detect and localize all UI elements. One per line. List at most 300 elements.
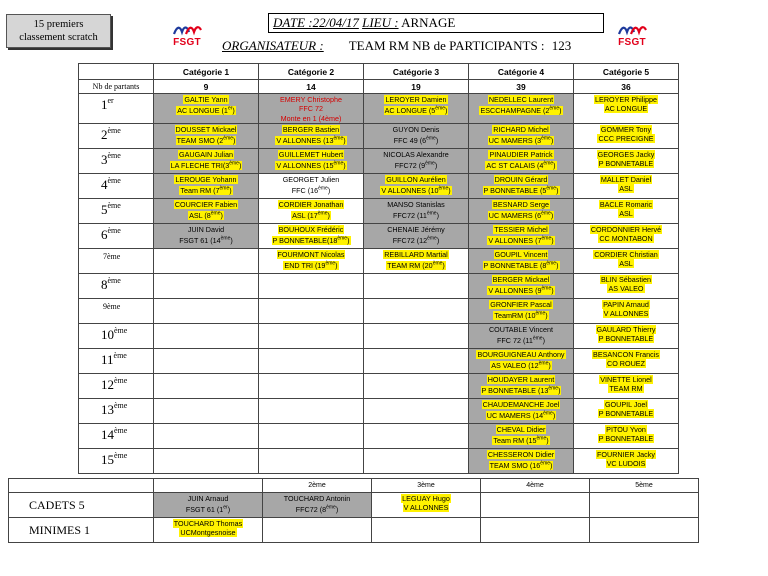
scratch-rank-suffix: ème (438, 185, 449, 192)
youth-results-table (8, 478, 699, 543)
paren-close: ) (238, 160, 242, 170)
rank-number: 9ème (103, 301, 121, 311)
rider-entry (364, 249, 468, 270)
rider-entry (154, 94, 258, 115)
rider-club (179, 236, 233, 245)
rank-cell (79, 448, 154, 473)
rider-entry (469, 199, 573, 220)
table-row (79, 398, 679, 423)
rider-entry (469, 149, 573, 170)
table-row (79, 223, 679, 248)
result-cell (574, 423, 679, 448)
rider-name: HOUDAYER Laurent (487, 374, 555, 384)
rider-entry (574, 249, 678, 269)
club-name: Team RM (7 (180, 185, 220, 195)
partants-count: 14 (259, 80, 364, 94)
rider-entry (154, 518, 262, 538)
club-name: V ALLONNES (9 (488, 285, 542, 295)
scratch-rank-suffix: ème (541, 285, 552, 292)
rider-club (292, 186, 331, 195)
rider-entry (574, 224, 678, 244)
rider-entry (469, 94, 573, 115)
table-row (79, 348, 679, 373)
result-cell (154, 398, 259, 423)
club-name: FFC 49 (6 (393, 135, 427, 145)
rider-club (481, 386, 562, 395)
paren-close: ) (435, 135, 439, 145)
result-cell (469, 148, 574, 173)
result-cell (574, 373, 679, 398)
rider-club (384, 106, 449, 115)
result-cell (364, 323, 469, 348)
scratch-rank-suffix: er (227, 105, 233, 112)
rank-suffix: ème (113, 350, 127, 360)
rank-suffix: er (107, 96, 114, 105)
scratch-rank-suffix: ème (229, 160, 239, 167)
result-cell (364, 248, 469, 273)
club-name: V ALLONNES (7 (488, 235, 542, 245)
rider-club (176, 106, 236, 115)
club-name: V ALLONNES (403, 503, 449, 513)
category-header: Catégorie 3 (364, 64, 469, 80)
result-cell (154, 248, 259, 273)
rider-name: JUIN Arnaud (187, 494, 229, 503)
rank-number: 1 (101, 97, 108, 112)
scratch-rank-suffix: ème (546, 185, 557, 192)
result-cell (364, 448, 469, 473)
rider-name: JUIN David (187, 224, 225, 234)
partants-count: 36 (574, 80, 679, 94)
rider-entry (364, 224, 468, 245)
rank-suffix: ème (107, 275, 121, 285)
result-cell (469, 223, 574, 248)
rider-club (486, 411, 556, 420)
rider-name: CORDIER Christian (594, 249, 658, 259)
result-cell (574, 273, 679, 298)
rider-name: GUILLON Aurélien (386, 174, 446, 184)
result-cell (574, 94, 679, 124)
rider-entry (259, 174, 363, 195)
logo-text: FSGT (618, 37, 646, 48)
paren-close: ) (548, 360, 551, 370)
fsgt-logo-right (617, 24, 647, 52)
rider-club (488, 136, 554, 145)
rider-club (275, 161, 346, 170)
rank-number: 7ème (103, 251, 121, 261)
rider-name: LEROUGE Yohann (175, 174, 237, 184)
rider-entry (574, 94, 678, 114)
rank-suffix: ème (107, 150, 121, 160)
rider-club (275, 136, 346, 145)
rider-name: RICHARD Michel (493, 124, 549, 134)
scratch-rank-suffix: ème (538, 360, 549, 367)
rider-entry (574, 174, 678, 194)
result-cell (574, 173, 679, 198)
result-cell (259, 398, 364, 423)
result-cell (154, 448, 259, 473)
rider-name: GAUGAIN Julian (179, 149, 233, 159)
rider-club (403, 503, 450, 512)
club-name: END TRI (19 (284, 260, 326, 270)
rider-club (485, 161, 556, 170)
rank-suffix: ème (114, 325, 128, 335)
club-name: AC ST CALAIS (4 (486, 160, 544, 170)
result-cell (154, 123, 259, 148)
rider-name: MALLET Daniel (600, 174, 652, 184)
scratch-rank-suffix: ème (223, 135, 234, 142)
result-cell (364, 423, 469, 448)
scratch-rank-suffix: ème (317, 210, 328, 217)
table-row (79, 248, 679, 273)
rider-club (386, 261, 446, 270)
rider-name: LEGUAY Hugo (402, 494, 450, 503)
result-cell (364, 398, 469, 423)
scratch-rank-suffix: ème (318, 185, 328, 192)
scratch-rank-suffix: ème (541, 210, 551, 217)
club-name: P BONNETABLE (8 (483, 260, 547, 270)
rider-name: CHAUDEMANCHE Joel (482, 399, 560, 409)
club-name: AS VALEO (608, 284, 644, 294)
club-name: P BONNETABLE (598, 334, 654, 344)
rider-entry (372, 493, 480, 513)
table-row (79, 373, 679, 398)
result-cell (364, 94, 469, 124)
result-cell (469, 398, 574, 423)
result-cell (574, 148, 679, 173)
rider-name: CORDIER Jonathan (278, 199, 344, 209)
category-label: CADETS 5 (9, 493, 154, 518)
scratch-rank-suffix: ème (325, 260, 336, 267)
paren-close: ) (327, 185, 331, 195)
rider-entry (469, 374, 573, 395)
paren-close: ) (546, 435, 549, 445)
result-cell (154, 223, 259, 248)
rank-cell (79, 398, 154, 423)
table-row (9, 518, 699, 543)
rider-club (272, 236, 351, 245)
rider-name: GOUPIL Joel (604, 399, 648, 409)
rider-entry (154, 149, 258, 170)
table-row (79, 123, 679, 148)
result-cell (259, 94, 364, 124)
rider-club (489, 461, 554, 470)
rider-name: GRONFIER Pascal (490, 299, 552, 309)
paren-close: ) (559, 105, 562, 115)
club-name: ASL (17 (292, 210, 318, 220)
paren-close: ) (442, 260, 445, 270)
result-cell (259, 248, 364, 273)
scratch-rank-suffix: ème (435, 105, 446, 112)
rider-entry (574, 149, 678, 169)
club-name: FFC72 (12 (392, 235, 428, 245)
place-header-row (9, 479, 699, 493)
rider-name: BOUHOUX Frédéric (278, 224, 344, 234)
result-cell (372, 493, 481, 518)
rider-club (618, 209, 634, 218)
rider-name: BERGER Bastien (282, 124, 340, 134)
table-row (79, 298, 679, 323)
rider-entry (364, 94, 468, 115)
rider-club (186, 505, 230, 514)
result-cell (364, 298, 469, 323)
result-cell (469, 273, 574, 298)
scratch-rank-suffix: ème (540, 460, 551, 467)
date-label: DATE : (273, 15, 313, 30)
result-cell (574, 198, 679, 223)
rider-club (490, 361, 552, 370)
rider-club (487, 286, 554, 295)
rank-cell (79, 123, 154, 148)
result-cell (364, 273, 469, 298)
result-cell (154, 198, 259, 223)
club-name: ASL (8 (189, 210, 211, 220)
logo-text: FSGT (173, 37, 201, 48)
rider-club (479, 106, 562, 115)
rider-club (188, 211, 224, 220)
club-name: UC MAMERS (14 (486, 410, 544, 420)
category-header: Catégorie 1 (154, 64, 259, 80)
rider-club (618, 184, 634, 193)
rider-name: GALTIE Yann (184, 95, 228, 104)
rank-number: 11 (101, 351, 114, 367)
result-cell (469, 448, 574, 473)
paren-close: ) (227, 504, 231, 514)
paren-close: ) (542, 335, 545, 345)
rider-club (606, 459, 647, 468)
rider-name: COUTABLE Vincent (488, 324, 554, 334)
rider-entry (364, 199, 468, 220)
scratch-rank-suffix: ème (541, 135, 551, 142)
paren-close: ) (550, 210, 554, 220)
result-cell (259, 373, 364, 398)
result-cell (469, 248, 574, 273)
result-cell (259, 273, 364, 298)
rider-club (488, 211, 554, 220)
rider-entry (469, 124, 573, 145)
rider-club (618, 259, 634, 268)
rider-entry (259, 124, 363, 145)
result-cell (154, 273, 259, 298)
table-row (79, 198, 679, 223)
result-cell (154, 493, 263, 518)
corner-cell (9, 479, 154, 493)
result-cell (469, 373, 574, 398)
paren-close: ) (551, 285, 554, 295)
scratch-rank-suffix: ème (543, 160, 554, 167)
club-name: P BONNETABLE (13 (481, 385, 549, 395)
scratch-rank-suffix: ème (210, 210, 221, 217)
paren-close: ) (347, 235, 350, 245)
scratch-rank-suffix: ème (432, 260, 443, 267)
table-row (79, 273, 679, 298)
result-cell (259, 198, 364, 223)
rider-name: CHEVAL Didier (496, 424, 546, 434)
table-row (79, 323, 679, 348)
rider-club (598, 234, 653, 243)
result-cell (154, 348, 259, 373)
club-name: P BONNETABLE (5 (483, 185, 547, 195)
rider-name: CHESSERON Didier (487, 449, 555, 459)
scratch-rank-suffix: ème (426, 135, 436, 142)
scratch-rank-suffix: ème (535, 310, 546, 317)
result-cell (364, 373, 469, 398)
fsgt-wave-icon (617, 24, 647, 36)
rank-number: 10 (101, 326, 114, 342)
rider-entry (469, 249, 573, 270)
rank-suffix: ème (114, 450, 128, 460)
result-cell (263, 518, 372, 543)
rank-cell (79, 348, 154, 373)
result-cell (154, 298, 259, 323)
result-cell (259, 123, 364, 148)
result-cell (469, 173, 574, 198)
results-table (78, 63, 679, 474)
rider-club (497, 336, 545, 345)
club-name: TeamRM (10 (494, 310, 536, 320)
result-cell (372, 518, 481, 543)
result-cell (574, 323, 679, 348)
result-cell (469, 348, 574, 373)
scratch-rank-suffix: ème (549, 105, 560, 112)
scratch-rank-suffix: ème (326, 504, 336, 511)
rider-name: BERGER Mickael (492, 274, 550, 284)
club-name: ASL (619, 259, 633, 269)
rider-club (608, 384, 643, 393)
paren-close: ) (558, 385, 561, 395)
lieu-label: LIEU : (362, 15, 399, 30)
rider-entry (574, 299, 678, 319)
paren-close: ) (327, 210, 330, 220)
rider-club (483, 186, 560, 195)
result-cell (481, 518, 590, 543)
paren-close: ) (445, 105, 448, 115)
club-name: TEAM RM (609, 384, 643, 394)
rider-club (598, 334, 654, 343)
result-cell (154, 148, 259, 173)
club-name: CC MONTABON (599, 234, 653, 244)
club-name: FFC72 (11 (393, 210, 427, 220)
scratch-rank-suffix: er (223, 504, 228, 511)
rider-club (395, 161, 438, 170)
rank-cell (79, 298, 154, 323)
rider-entry (469, 174, 573, 195)
rider-entry (469, 324, 573, 345)
result-cell (364, 123, 469, 148)
category-header: Catégorie 4 (469, 64, 574, 80)
result-cell (154, 373, 259, 398)
rider-entry (469, 449, 573, 470)
rank-number: 13 (101, 401, 114, 417)
result-cell (574, 298, 679, 323)
rider-name: BESNARD Serge (493, 199, 549, 209)
club-name: VC LUDOIS (606, 459, 646, 469)
rider-entry (154, 174, 258, 195)
result-cell (259, 448, 364, 473)
rider-entry (574, 349, 678, 369)
partants-count: 19 (364, 80, 469, 94)
club-name: TEAM RM (20 (387, 260, 433, 270)
rank-cell (79, 173, 154, 198)
result-cell (364, 198, 469, 223)
result-cell (259, 223, 364, 248)
rider-name: GAULARD Thierry (596, 324, 656, 334)
paren-close: ) (556, 260, 559, 270)
club-name: AC LONGUE (1 (177, 105, 228, 115)
scratch-ranking-badge (6, 14, 111, 48)
paren-close: ) (550, 460, 553, 470)
club-name: FFC 72 (299, 104, 323, 114)
rider-name: CORDONNIER Hervé (590, 224, 662, 234)
result-cell (259, 148, 364, 173)
result-cell (259, 323, 364, 348)
date-value: 22/04/17 (312, 15, 359, 30)
result-cell (574, 248, 679, 273)
result-cell (469, 198, 574, 223)
rider-name: TOUCHARD Antonin (283, 494, 351, 503)
result-cell (469, 94, 574, 124)
rider-entry (259, 149, 363, 170)
rider-club (598, 159, 654, 168)
partants-label: Nb de partants (79, 80, 154, 94)
rider-entry (469, 349, 573, 370)
rank-number: 6 (101, 226, 108, 242)
organiser-value: TEAM RM (348, 38, 410, 53)
club-name: FSGT 61 (14 (179, 235, 221, 245)
rider-entry (259, 199, 363, 220)
result-cell (574, 123, 679, 148)
rider-name: MANSO Stanislas (387, 199, 445, 209)
paren-close: ) (551, 235, 554, 245)
rank-number: 2 (101, 126, 108, 142)
rank-cell (79, 273, 154, 298)
club-name: AC LONGUE (604, 104, 648, 114)
result-cell (263, 493, 372, 518)
club-name: P BONNETABLE (598, 159, 654, 169)
club-name: TEAM SMO (2 (176, 135, 224, 145)
category-header-row (79, 64, 679, 80)
place-header: 3ème (372, 479, 481, 493)
rider-name: DOUSSET Mickael (175, 124, 237, 134)
rider-name: GEORGET Julien (282, 174, 340, 184)
rider-entry (259, 249, 363, 270)
rider-club (299, 104, 323, 113)
rank-cell (79, 223, 154, 248)
rank-number: 8 (101, 276, 108, 292)
category-label: MINIMES 1 (9, 518, 154, 543)
club-name: CO ROUEZ (607, 359, 645, 369)
result-cell (590, 518, 699, 543)
rider-club (606, 359, 646, 368)
rider-entry (574, 124, 678, 144)
club-name: AS VALEO (12 (491, 360, 539, 370)
rider-club (380, 186, 451, 195)
scratch-rank-suffix: ème (536, 435, 547, 442)
rank-number: 3 (101, 151, 108, 167)
club-name: FFC (16 (291, 185, 319, 195)
paren-close: ) (550, 135, 554, 145)
participants-label: NB de PARTICIPANTS : (412, 38, 545, 53)
rider-entry (574, 449, 678, 469)
scratch-rank-suffix: ème (219, 185, 230, 192)
result-cell (154, 323, 259, 348)
rank-suffix: ème (114, 400, 128, 410)
result-cell (574, 223, 679, 248)
rider-name: TESSIER Michel (494, 224, 548, 234)
rank-suffix: ème (114, 375, 128, 385)
club-name: P BONNETABLE (598, 409, 654, 419)
scratch-rank-suffix: ème (427, 235, 437, 242)
club-name: ASL (619, 209, 633, 219)
